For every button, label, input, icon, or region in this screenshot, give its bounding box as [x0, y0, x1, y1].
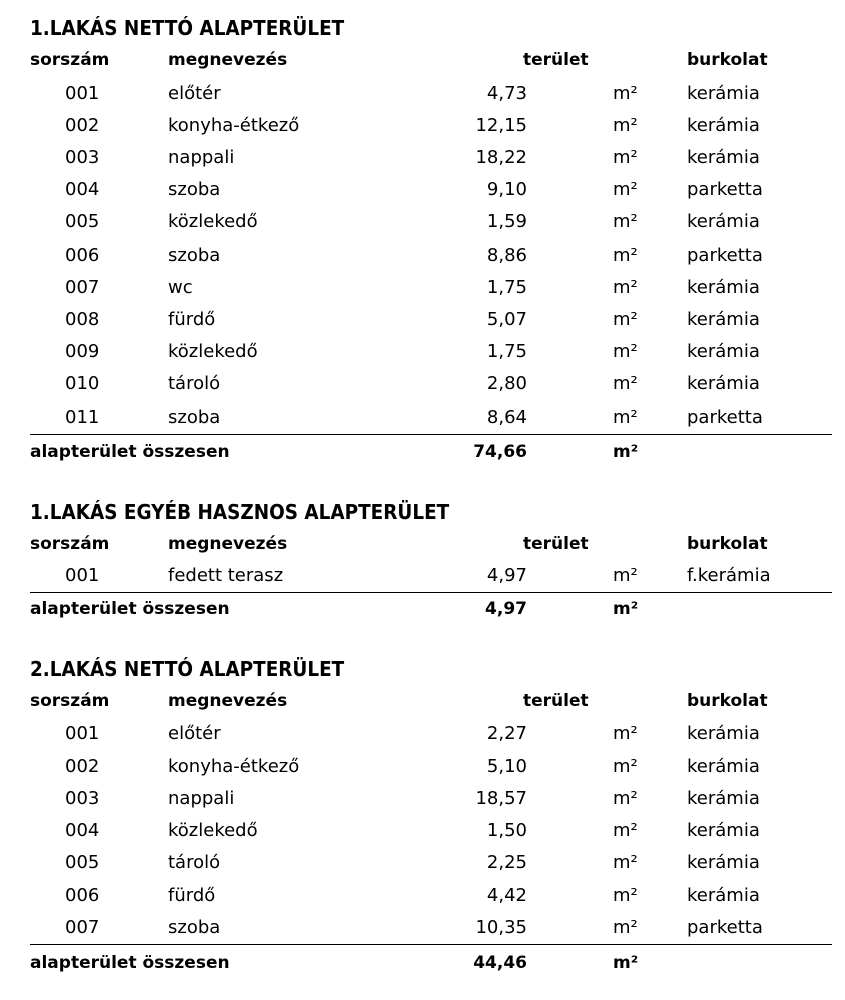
row-area: 1,75 [486, 341, 527, 362]
table-row [0, 368, 845, 400]
row-flooring: kerámia [687, 211, 760, 232]
row-flooring: kerámia [687, 756, 760, 777]
row-number: 005 [65, 211, 100, 232]
section-lakas2-netto [0, 655, 845, 985]
row-area: 1,50 [486, 820, 527, 841]
row-number: 006 [65, 245, 100, 266]
row-number: 002 [65, 115, 100, 136]
row-flooring: kerámia [687, 820, 760, 841]
row-name: konyha-étkező [168, 756, 300, 777]
row-area: 8,64 [486, 407, 527, 428]
total-label: alapterület összesen [30, 953, 230, 973]
row-name: közlekedő [168, 211, 258, 232]
table-row [0, 174, 845, 206]
row-area: 1,59 [486, 211, 527, 232]
row-flooring: kerámia [687, 277, 760, 298]
row-number: 003 [65, 788, 100, 809]
row-unit: m² [613, 277, 638, 298]
row-unit: m² [613, 179, 638, 200]
row-name: előtér [168, 83, 221, 104]
row-area: 18,57 [475, 788, 527, 809]
row-area: 10,35 [475, 917, 527, 938]
table-row [0, 560, 845, 592]
row-name: fürdő [168, 309, 216, 330]
row-number: 005 [65, 852, 100, 873]
row-unit: m² [613, 885, 638, 906]
header-megnevezes: megnevezés [168, 691, 288, 711]
row-flooring: kerámia [687, 885, 760, 906]
row-area: 4,97 [486, 565, 527, 586]
row-area: 8,86 [486, 245, 527, 266]
row-number: 007 [65, 277, 100, 298]
total-unit: m² [613, 953, 639, 973]
header-sorszam: sorszám [30, 691, 110, 711]
row-area: 9,10 [486, 179, 527, 200]
table-row [0, 240, 845, 272]
total-row [0, 947, 845, 979]
row-name: fürdő [168, 885, 216, 906]
row-unit: m² [613, 211, 638, 232]
header-terulet: terület [523, 691, 589, 711]
row-number: 004 [65, 179, 100, 200]
total-area: 4,97 [485, 599, 527, 619]
table-row [0, 272, 845, 304]
table-row [0, 402, 845, 434]
divider [30, 434, 832, 435]
table-header [0, 528, 845, 560]
row-number: 001 [65, 83, 100, 104]
row-flooring: kerámia [687, 341, 760, 362]
row-flooring: kerámia [687, 373, 760, 394]
table-row [0, 304, 845, 336]
row-unit: m² [613, 820, 638, 841]
header-sorszam: sorszám [30, 534, 110, 554]
row-flooring: f.kerámia [687, 565, 771, 586]
row-area: 18,22 [475, 147, 527, 168]
row-number: 002 [65, 756, 100, 777]
row-unit: m² [613, 788, 638, 809]
row-area: 4,73 [486, 83, 527, 104]
header-terulet: terület [523, 534, 589, 554]
row-flooring: kerámia [687, 147, 760, 168]
row-flooring: kerámia [687, 788, 760, 809]
row-flooring: parketta [687, 179, 763, 200]
row-area: 12,15 [475, 115, 527, 136]
row-flooring: kerámia [687, 115, 760, 136]
row-name: fedett terasz [168, 565, 284, 586]
table-row [0, 718, 845, 750]
row-area: 1,75 [486, 277, 527, 298]
row-unit: m² [613, 373, 638, 394]
row-name: előtér [168, 723, 221, 744]
row-unit: m² [613, 852, 638, 873]
total-unit: m² [613, 599, 639, 619]
table-row [0, 142, 845, 174]
row-name: tároló [168, 852, 221, 873]
row-unit: m² [613, 245, 638, 266]
row-number: 003 [65, 147, 100, 168]
table-row [0, 847, 845, 879]
table-row [0, 110, 845, 142]
row-unit: m² [613, 147, 638, 168]
row-flooring: parketta [687, 917, 763, 938]
section-title: 1.LAKÁS NETTÓ ALAPTERÜLET [30, 16, 345, 40]
header-megnevezes: megnevezés [168, 50, 288, 70]
row-area: 2,80 [486, 373, 527, 394]
section-lakas1-netto [0, 14, 845, 474]
header-terulet: terület [523, 50, 589, 70]
total-area: 44,46 [473, 953, 527, 973]
row-flooring: kerámia [687, 852, 760, 873]
header-burkolat: burkolat [687, 534, 768, 554]
row-flooring: kerámia [687, 309, 760, 330]
total-label: alapterület összesen [30, 599, 230, 619]
row-name: tároló [168, 373, 221, 394]
row-name: konyha-étkező [168, 115, 300, 136]
row-number: 007 [65, 917, 100, 938]
header-megnevezes: megnevezés [168, 534, 288, 554]
row-number: 001 [65, 565, 100, 586]
row-unit: m² [613, 341, 638, 362]
table-row [0, 880, 845, 912]
section-lakas1-egyeb [0, 498, 845, 628]
header-sorszam: sorszám [30, 50, 110, 70]
row-unit: m² [613, 917, 638, 938]
row-unit: m² [613, 407, 638, 428]
table-row [0, 751, 845, 783]
total-row [0, 593, 845, 625]
row-number: 001 [65, 723, 100, 744]
table-row [0, 815, 845, 847]
divider [30, 944, 832, 945]
row-unit: m² [613, 723, 638, 744]
row-unit: m² [613, 115, 638, 136]
row-name: szoba [168, 407, 221, 428]
row-area: 5,07 [486, 309, 527, 330]
row-flooring: kerámia [687, 83, 760, 104]
total-area: 74,66 [473, 442, 527, 462]
row-name: szoba [168, 917, 221, 938]
row-number: 011 [65, 407, 100, 428]
row-unit: m² [613, 565, 638, 586]
row-number: 009 [65, 341, 100, 362]
row-number: 004 [65, 820, 100, 841]
table-row [0, 78, 845, 110]
row-unit: m² [613, 756, 638, 777]
row-number: 010 [65, 373, 100, 394]
row-flooring: parketta [687, 407, 763, 428]
table-row [0, 206, 845, 238]
header-burkolat: burkolat [687, 691, 768, 711]
row-flooring: parketta [687, 245, 763, 266]
row-area: 2,25 [486, 852, 527, 873]
row-name: nappali [168, 147, 235, 168]
row-unit: m² [613, 309, 638, 330]
table-row [0, 336, 845, 368]
row-name: közlekedő [168, 820, 258, 841]
table-header [0, 44, 845, 76]
table-row [0, 783, 845, 815]
row-area: 4,42 [486, 885, 527, 906]
row-area: 5,10 [486, 756, 527, 777]
row-number: 006 [65, 885, 100, 906]
section-title: 2.LAKÁS NETTÓ ALAPTERÜLET [30, 657, 345, 681]
row-name: közlekedő [168, 341, 258, 362]
row-name: szoba [168, 179, 221, 200]
total-row [0, 436, 845, 468]
row-number: 008 [65, 309, 100, 330]
header-burkolat: burkolat [687, 50, 768, 70]
total-unit: m² [613, 442, 639, 462]
table-header [0, 685, 845, 717]
row-unit: m² [613, 83, 638, 104]
row-flooring: kerámia [687, 723, 760, 744]
table-row [0, 912, 845, 944]
section-title: 1.LAKÁS EGYÉB HASZNOS ALAPTERÜLET [30, 500, 450, 524]
total-label: alapterület összesen [30, 442, 230, 462]
row-name: szoba [168, 245, 221, 266]
row-name: nappali [168, 788, 235, 809]
row-name: wc [168, 277, 193, 298]
row-area: 2,27 [486, 723, 527, 744]
